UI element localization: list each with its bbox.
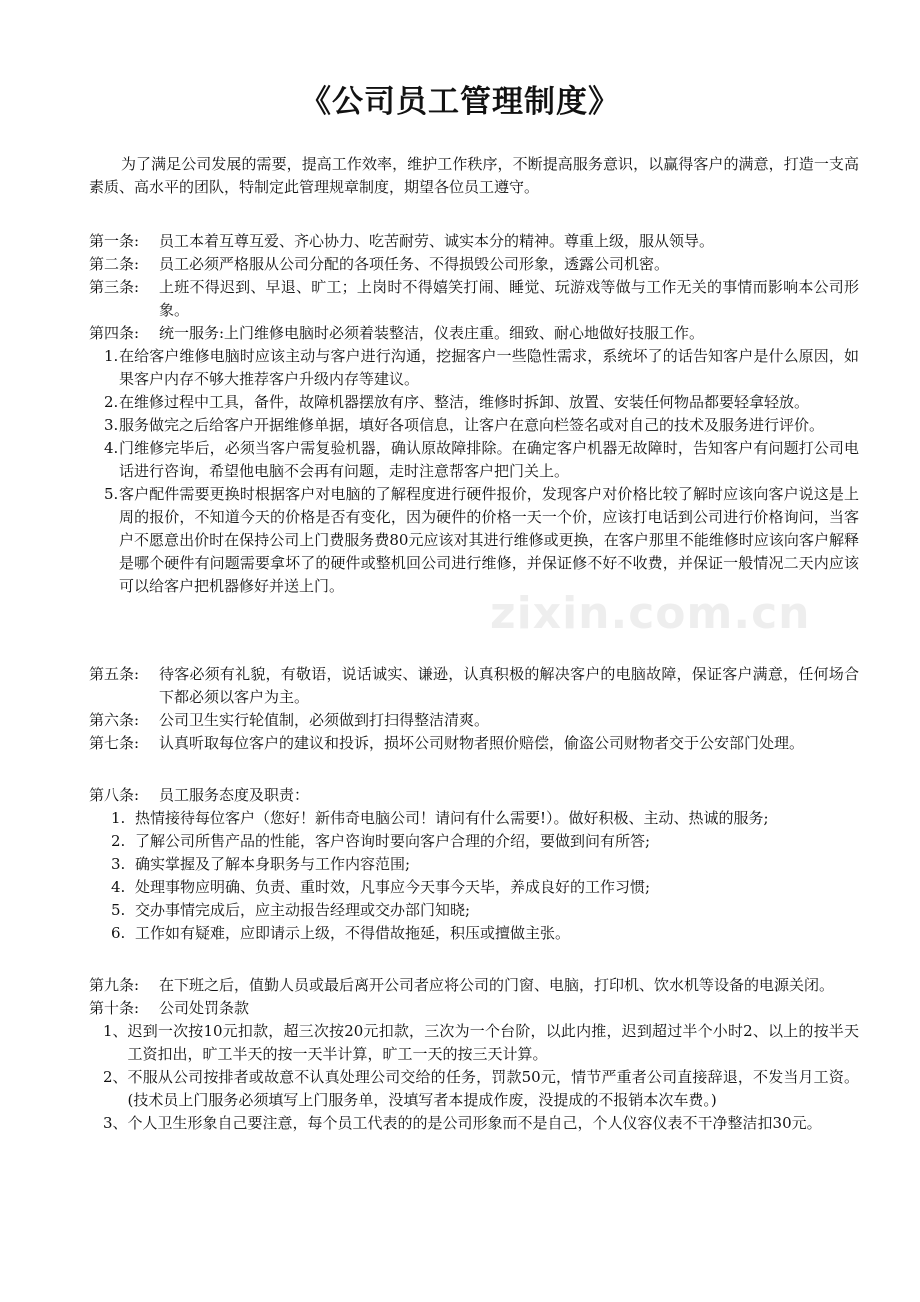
item-number: 1、	[103, 1022, 128, 1040]
item-text: 门维修完毕后，必须当客户需复验机器，确认原故障排除。在确定客户机器无故障时，告知客户有问题打公司电话进行咨询，希望他电脑不会再有问题，走时注意帮客户把门关上。	[119, 439, 859, 480]
article-8	[89, 784, 859, 807]
item-text: 不服从公司按排者或故意不认真处理公司交给的任务，罚款50元，情节严重者公司直接辞退，不发当月工资。(技术员上门服务必须填写上门服务单，没填写者本提成作废，没提成的不报销本次车费。)	[127, 1068, 859, 1109]
article-10	[89, 997, 859, 1020]
article-text: 公司卫生实行轮值制，必须做到打扫得整洁清爽。	[159, 711, 490, 729]
article-label: 第九条:	[89, 976, 140, 994]
article-4	[89, 322, 859, 345]
item-number: 4.	[111, 878, 126, 896]
articles-section-c	[89, 974, 859, 1135]
article-label: 第七条:	[89, 734, 140, 752]
article-label: 第六条:	[89, 711, 140, 729]
article8-item-4	[89, 876, 859, 899]
article-text: 统一服务:上门维修电脑时必须着装整洁，仪表庄重。细致、耐心地做好技服工作。	[159, 324, 705, 342]
item-text: 个人卫生形象自己要注意，每个员工代表的的是公司形象而不是自己，个人仪容仪表不干净整洁扣30元。	[127, 1114, 822, 1132]
article4-item-4	[89, 437, 859, 483]
article8-item-5	[89, 899, 859, 922]
article-text: 在下班之后，值勤人员或最后离开公司者应将公司的门窗、电脑，打印机、饮水机等设备的电源关闭。	[159, 976, 835, 994]
article4-item-2	[89, 391, 859, 414]
item-text: 了解公司所售产品的性能，客户咨询时要向客户合理的介绍，要做到问有所答;	[135, 832, 651, 850]
item-number: 2.	[111, 832, 126, 850]
item-text: 确实掌握及了解本身职务与工作内容范围;	[135, 855, 411, 873]
article-6	[89, 709, 859, 732]
item-text: 处理事物应明确、负责、重时效，凡事应今天事今天毕，养成良好的工作习惯;	[135, 878, 651, 896]
article8-item-2	[89, 830, 859, 853]
article10-item-3	[89, 1112, 859, 1135]
item-text: 在维修过程中工具，备件，故障机器摆放有序、整洁，维修时拆卸、放置、安装任何物品都要轻拿轻放。	[119, 393, 810, 411]
item-number: 1.	[104, 347, 119, 365]
article8-item-6	[89, 922, 859, 945]
articles-section-a	[89, 230, 859, 598]
articles-section-8	[89, 784, 859, 945]
article-label: 第十条:	[89, 999, 140, 1017]
watermark-text: zixin.com.cn	[490, 588, 811, 639]
article-text: 公司处罚条款	[159, 999, 250, 1017]
item-text: 迟到一次按10元扣款，超三次按20元扣款，三次为一个台阶，以此内推，迟到超过半个小时2、以上的按半天工资扣出，旷工半天的按一天半计算，旷工一天的按三天计算。	[127, 1022, 859, 1063]
article-1	[89, 230, 859, 253]
article-label: 第五条:	[89, 665, 140, 683]
article-5	[89, 663, 859, 709]
article-text: 认真听取每位客户的建议和投诉，损坏公司财物者照价赔偿，偷盗公司财物者交于公安部门处理。	[159, 734, 805, 752]
article10-item-2	[89, 1066, 859, 1112]
article-text: 员工必须严格服从公司分配的各项任务、不得损毁公司形象，透露公司机密。	[159, 255, 670, 273]
article-3	[89, 276, 859, 322]
item-text: 服务做完之后给客户开据维修单据，填好各项信息，让客户在意向栏签名或对自己的技术及服务进行评价。	[119, 416, 825, 434]
article-text: 待客必须有礼貌，有敬语，说话诚实、谦逊，认真积极的解决客户的电脑故障，保证客户满意，任何场合下都必须以客户为主。	[159, 665, 859, 706]
article-9	[89, 974, 859, 997]
item-number: 3.	[111, 855, 126, 873]
article-label: 第八条:	[89, 786, 140, 804]
item-number: 2、	[103, 1068, 128, 1086]
item-text: 工作如有疑难，应即请示上级，不得借故拖延，积压或擅做主张。	[135, 924, 571, 942]
article8-item-1	[89, 807, 859, 830]
item-number: 3、	[103, 1114, 128, 1132]
article-label: 第二条:	[89, 255, 140, 273]
article10-item-1	[89, 1020, 859, 1066]
item-number: 2.	[104, 393, 119, 411]
article-label: 第四条:	[89, 324, 140, 342]
article4-item-5	[89, 483, 859, 598]
intro-paragraph: 为了满足公司发展的需要，提高工作效率，维护工作秩序，不断提高服务意识，以赢得客户的满意，打造一支高素质、高水平的团队，特制定此管理规章制度，期望各位员工遵守。	[89, 155, 859, 196]
article-text: 员工服务态度及职责：	[159, 786, 310, 804]
article-2	[89, 253, 859, 276]
articles-section-b	[89, 663, 859, 755]
item-number: 5.	[104, 485, 119, 503]
item-text: 交办事情完成后，应主动报告经理或交办部门知晓;	[135, 901, 471, 919]
document-title: 《公司员工管理制度》	[300, 84, 620, 120]
item-number: 3.	[104, 416, 119, 434]
item-number: 6.	[111, 924, 126, 942]
article-7	[89, 732, 859, 755]
item-text: 在给客户维修电脑时应该主动与客户进行沟通，挖掘客户一些隐性需求，系统坏了的话告知客户是什么原因，如果客户内存不够大推荐客户升级内存等建议。	[119, 347, 859, 388]
item-number: 1.	[111, 809, 126, 827]
article4-item-3	[89, 414, 859, 437]
item-number: 5.	[111, 901, 126, 919]
article4-item-1	[89, 345, 859, 391]
article-label: 第一条:	[89, 232, 140, 250]
article-label: 第三条:	[89, 278, 140, 296]
article-text: 员工本着互尊互爱、齐心协力、吃苦耐劳、诚实本分的精神。尊重上级，服从领导。	[159, 232, 715, 250]
article-text: 上班不得迟到、早退、旷工；上岗时不得嬉笑打闹、睡觉、玩游戏等做与工作无关的事情而影响本公司形象。	[159, 278, 859, 319]
item-text: 热情接待每位客户（您好！新伟奇电脑公司！请问有什么需要!）。做好积极、主动、热诚的服务;	[135, 809, 769, 827]
article8-item-3	[89, 853, 859, 876]
item-number: 4.	[104, 439, 119, 457]
item-text: 客户配件需要更换时根据客户对电脑的了解程度进行硬件报价，发现客户对价格比较了解时应该向客户说这是上周的报价，不知道今天的价格是否有变化，因为硬件的价格一天一个价，应该打电话到公司进行价格询问，当客户不愿意出价时在保持公司上门费服务费80元应该对其进行维修或更换，在客户那里不能维修时应该向客户解释是哪个硬件有问题需要拿坏了的硬件或整机回公司进行维修，并保证修不好不收费，并保证一般情况二天内应该可以给客户把机器修好并送上门。	[119, 485, 859, 595]
